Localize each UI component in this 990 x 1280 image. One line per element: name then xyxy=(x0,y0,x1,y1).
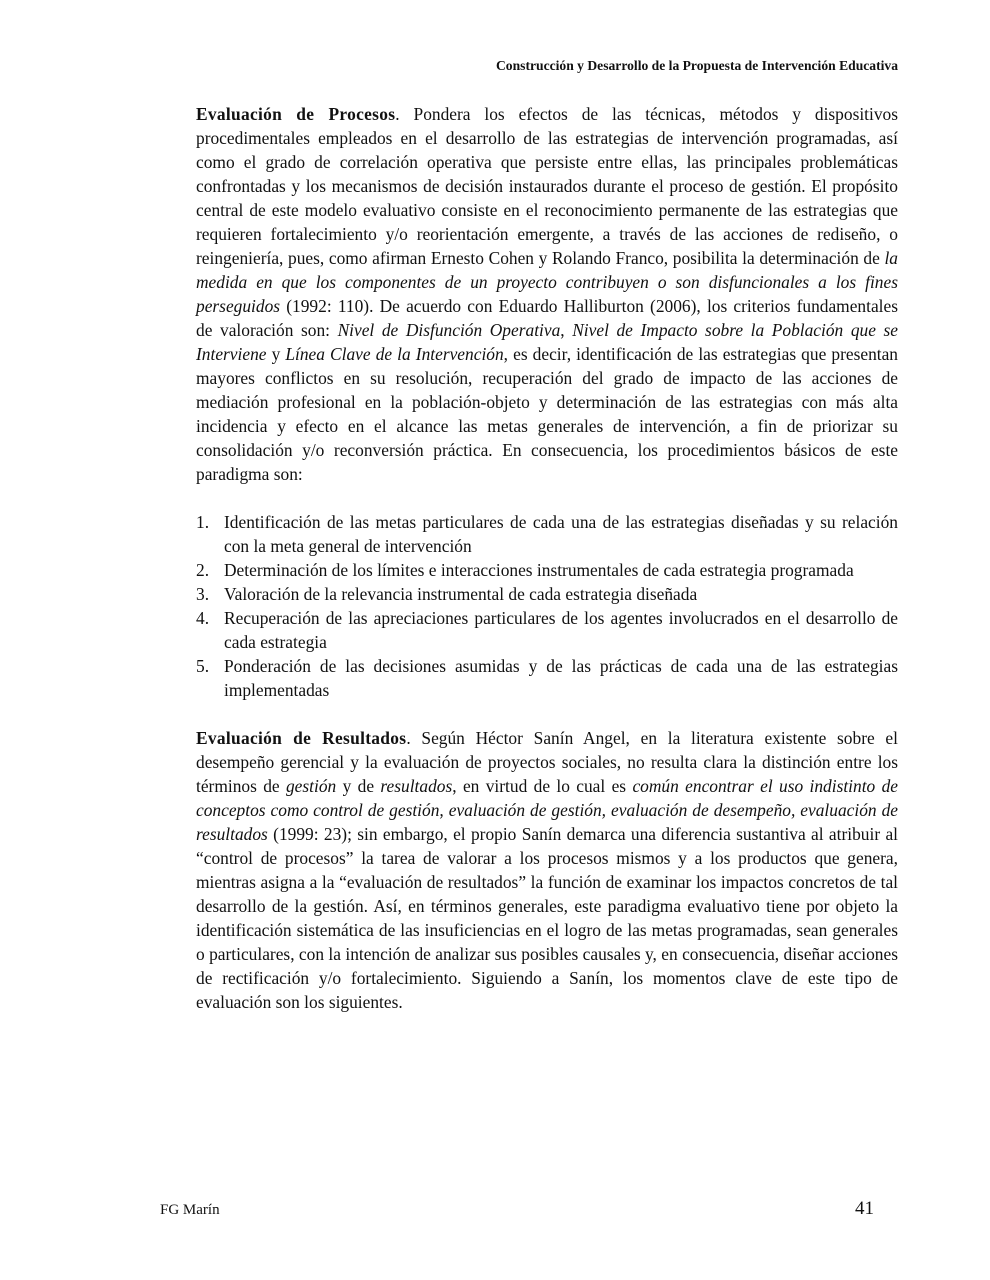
text-run: , es decir, identificación de las estrategias que presentan mayores conflictos en su resolución, recuperación del grado de impacto de las acciones de mediación profesional en la población-objeto y determinación de las estrategias con más alta incidencia y efecto en el alcance las metas generales de intervención, a fin de priorizar su consolidación y/o reconversión práctica. En consecuencia, los procedimientos básicos de este paradigma son: xyxy=(196,344,899,484)
list-item xyxy=(196,558,898,582)
list-item xyxy=(196,654,898,702)
criterion-impacto: Nivel de Impacto sobre la Población que se Interviene xyxy=(196,320,898,364)
running-header: Construcción y Desarrollo de la Propuesta de Intervención Educativa xyxy=(495,58,898,73)
list-number: 4. xyxy=(196,608,210,628)
text-run: (1992: 110). De acuerdo con Eduardo Halliburton (2006), los criterios fundamentales de valoración son: xyxy=(196,296,898,340)
text-run: , en virtud de lo cual es xyxy=(452,776,633,796)
list-text: Identificación de las metas particulares de cada una de las estrategias diseñadas y su relación con la meta general de intervención xyxy=(224,512,898,556)
list-number: 5. xyxy=(196,656,210,676)
term-resultados: resultados xyxy=(380,776,453,796)
list-number: 2. xyxy=(196,560,210,580)
text-run: . Según Héctor Sanín Angel, en la literatura existente sobre el desempeño gerencial y la evaluación de proyectos sociales, no resulta clara la distinción entre los términos de xyxy=(196,728,898,796)
list-number: 3. xyxy=(196,584,210,604)
quote-sanin: común encontrar el uso indistinto de conceptos como control de gestión, evaluación de gestión, evaluación de desempeño, evaluación de resultados xyxy=(196,776,898,844)
page-body xyxy=(196,102,898,1014)
text-run: , xyxy=(560,320,573,340)
paragraph-evaluacion-procesos xyxy=(196,102,898,486)
text-run: (1999: 23); sin embargo, el propio Sanín demarca una diferencia sustantiva al atribuir al “control de procesos” la tarea de valorar a los procesos mismos y a los productos que genera, mientras asigna a la “evaluación de resultados” la función de examinar los impactos concretos de tal desarrollo de la gestión. Así, en términos generales, este paradigma evaluativo tiene por objeto la identificación sistemática de las insuficiencias en el logro de las metas programadas, sean generales o particulares, con la intención de analizar sus posibles causales y, en consecuencia, diseñar acciones de rectificación y/o fortalecimiento. Siguiendo a Sanín, los momentos clave de este tipo de evaluación son los siguientes. xyxy=(196,824,898,1012)
list-item xyxy=(196,510,898,558)
list-text: Recuperación de las apreciaciones particulares de los agentes involucrados en el desarrollo de cada estrategia xyxy=(224,608,898,652)
list-text: Ponderación de las decisiones asumidas y de las prácticas de cada una de las estrategias implementadas xyxy=(224,656,898,700)
paragraph-evaluacion-resultados xyxy=(196,726,898,1014)
list-text: Determinación de los límites e interacciones instrumentales de cada estrategia programada xyxy=(224,560,854,580)
list-item xyxy=(196,606,898,654)
quote-cohen-franco: la medida en que los componentes de un proyecto contribuyen o son disfuncionales a los fines perseguidos xyxy=(196,248,898,316)
section-lead-procesos: Evaluación de Procesos xyxy=(196,104,396,124)
page-number: 41 xyxy=(855,1198,874,1219)
term-gestion: gestión xyxy=(285,776,337,796)
criterion-linea-clave: Línea Clave de la Intervención xyxy=(285,344,504,364)
footer-author: FG Marín xyxy=(160,1202,220,1218)
text-run: y xyxy=(266,344,286,364)
criterion-disfuncion: Nivel de Disfunción Operativa xyxy=(337,320,561,340)
list-number: 1. xyxy=(196,512,210,532)
section-lead-resultados: Evaluación de Resultados xyxy=(196,728,407,748)
list-text: Valoración de la relevancia instrumental de cada estrategia diseñada xyxy=(224,584,698,604)
list-item xyxy=(196,582,898,606)
text-run: y de xyxy=(336,776,381,796)
procedures-list xyxy=(196,510,898,702)
text-run: . Pondera los efectos de las técnicas, métodos y dispositivos procedimentales empleados en el desarrollo de las estrategias de intervención programadas, así como el grado de correlación operativa que persiste entre ellas, las principales problemáticas confrontadas y los mecanismos de decisión instaurados durante el proceso de gestión. El propósito central de este modelo evaluativo consiste en el reconocimiento permanente de las estrategias que requieren fortalecimiento y/o reorientación emergente, a través de las acciones de rediseño, o reingeniería, pues, como afirman Ernesto Cohen y Rolando Franco, posibilita la determinación de xyxy=(196,104,898,268)
